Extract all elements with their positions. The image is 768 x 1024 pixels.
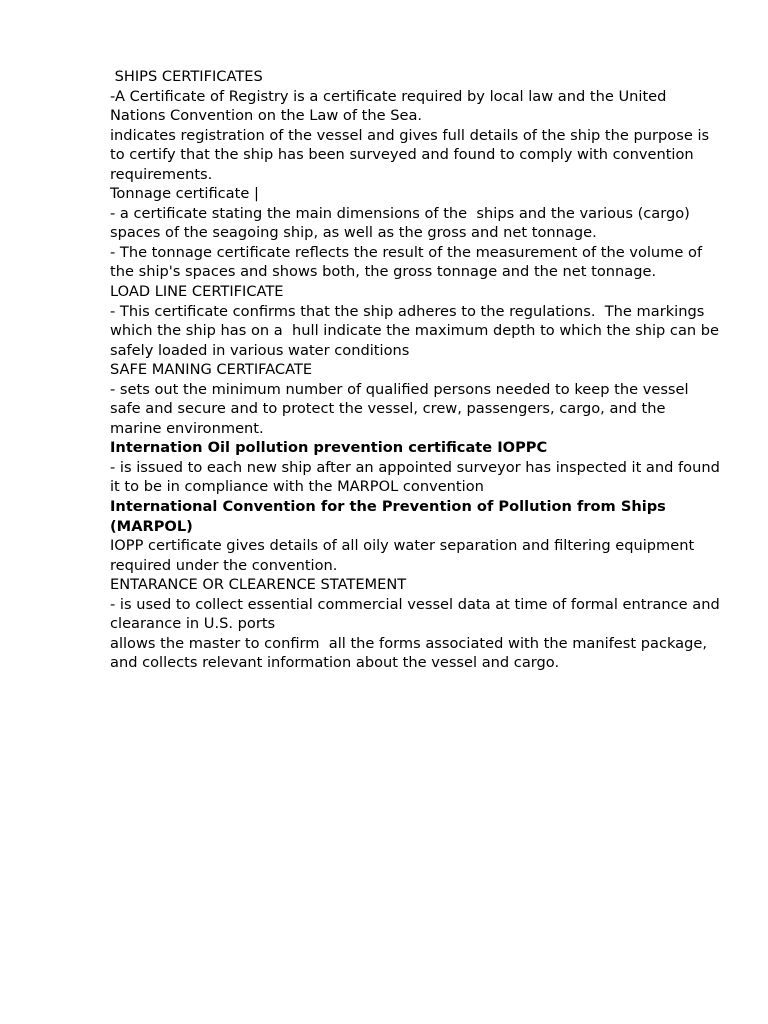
tonnage-certificate-heading: Tonnage certificate |	[110, 185, 259, 203]
ioppc-heading: Internation Oil pollution prevention certificate IOPPC	[110, 439, 548, 457]
document-title: SHIPS CERTIFICATES	[110, 68, 263, 85]
marpol-heading: International Convention for the Prevention of Pollution from Ships (MARPOL)	[110, 498, 671, 535]
safe-manning-paragraph: - sets out the minimum number of qualified persons needed to keep the vessel safe and secure and to protect the vessel, crew, passengers, cargo, and the marine environment.	[110, 380, 694, 437]
entrance-clearance-paragraph: - is used to collect essential commercial vessel data at time of formal entrance and clearance in U.S. ports	[110, 595, 725, 633]
load-line-heading: LOAD LINE CERTIFICATE	[110, 283, 284, 301]
document-page	[110, 67, 725, 673]
iopp-equipment-paragraph: IOPP certificate gives details of all oily water separation and filtering equipment required under the convention.	[110, 537, 704, 574]
registry-certificate-paragraph: -A Certificate of Registry is a certificate required by local law and the United Nations Convention on the Law of the Sea.	[110, 87, 672, 125]
load-line-paragraph: - This certificate confirms that the ship adheres to the regulations. The markings which the ship has on a hull indicate the maximum depth to which the ship can be safely loaded in various water conditions	[110, 302, 724, 359]
entrance-clearance-heading: ENTARANCE OR CLEARENCE STATEMENT	[110, 576, 407, 594]
registry-details-paragraph: indicates registration of the vessel and gives full details of the ship the purpose is to certify that the ship has been surveyed and found to comply with convention requirements.	[110, 126, 714, 183]
safe-manning-heading: SAFE MANING CERTIFACATE	[110, 361, 313, 379]
tonnage-dimensions-paragraph: - a certificate stating the main dimensions of the ships and the various (cargo) spaces of the seagoing ship, as well as the gross and net tonnage.	[110, 204, 695, 242]
tonnage-measurement-paragraph: - The tonnage certificate reflects the result of the measurement of the volume of the ship's spaces and shows both, the gross tonnage and the net tonnage.	[110, 243, 707, 281]
ioppc-paragraph: - is issued to each new ship after an appointed surveyor has inspected it and found it to be in compliance with the MARPOL convention	[110, 458, 725, 496]
master-confirm-paragraph: allows the master to confirm all the forms associated with the manifest package, and collects relevant information about the vessel and cargo.	[110, 634, 712, 672]
